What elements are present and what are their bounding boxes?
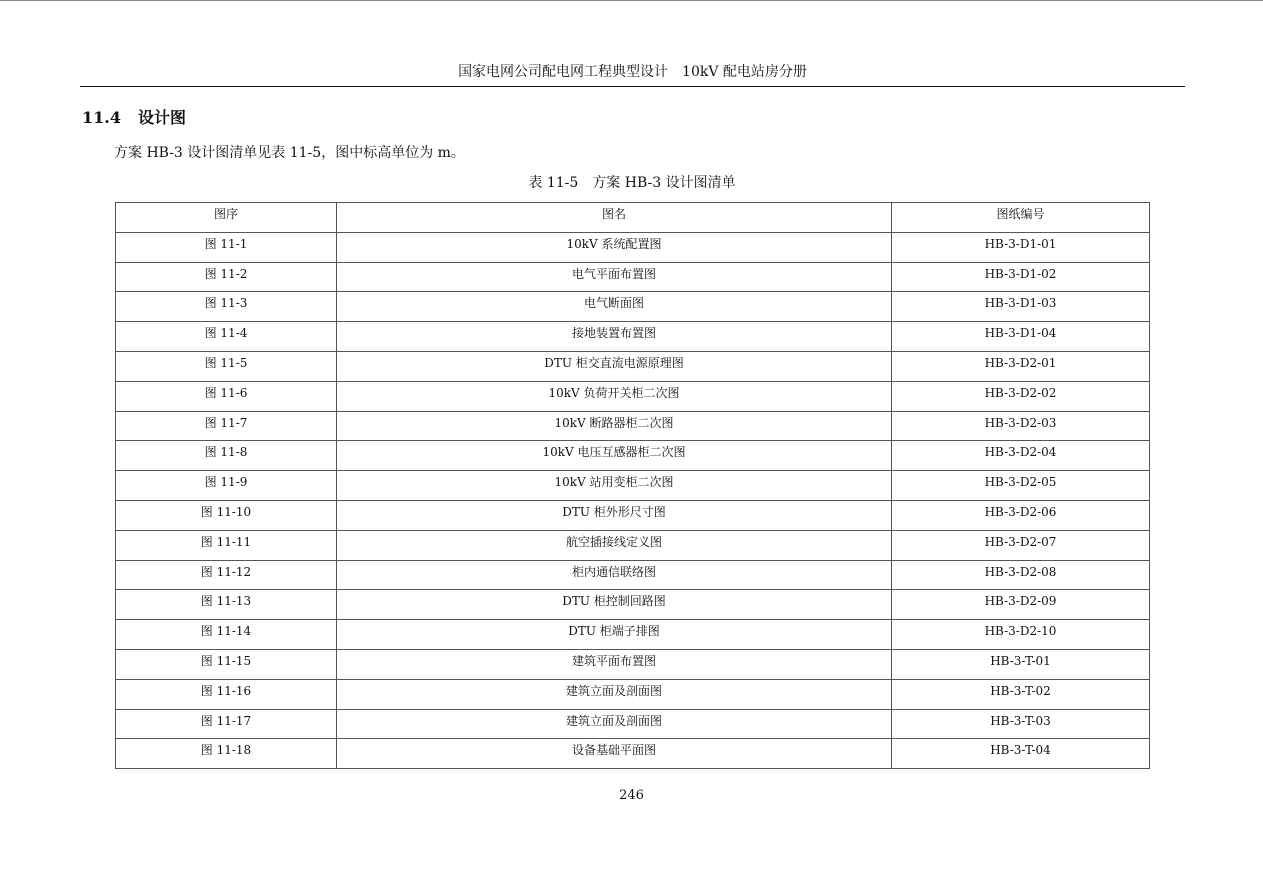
drawing-list-table [115, 202, 1150, 769]
table-row [116, 709, 1150, 739]
drawing-name-cell: 10kV 系统配置图 [337, 232, 892, 262]
drawing-code-cell: HB-3-D2-07 [892, 530, 1150, 560]
table-row [116, 620, 1150, 650]
figure-number-cell: 图 11-1 [116, 232, 337, 262]
drawing-name-cell: DTU 柜端子排图 [337, 620, 892, 650]
table-row [116, 411, 1150, 441]
drawing-name-cell: 柜内通信联络图 [337, 560, 892, 590]
table-row [116, 441, 1150, 471]
drawing-code-cell: HB-3-D2-08 [892, 560, 1150, 590]
drawing-code-cell: HB-3-D2-03 [892, 411, 1150, 441]
table-row [116, 500, 1150, 530]
table-row [116, 560, 1150, 590]
drawing-name-cell: 设备基础平面图 [337, 739, 892, 769]
table-row [116, 471, 1150, 501]
drawing-code-cell: HB-3-T-03 [892, 709, 1150, 739]
drawing-name-cell: DTU 柜交直流电源原理图 [337, 351, 892, 381]
column-header: 图序 [116, 203, 337, 233]
intro-paragraph: 方案 HB-3 设计图清单见表 11-5，图中标高单位为 m。 [114, 145, 465, 161]
drawing-name-cell: 航空插接线定义图 [337, 530, 892, 560]
running-header: 国家电网公司配电网工程典型设计 10kV 配电站房分册 [458, 64, 807, 80]
drawing-code-cell: HB-3-T-02 [892, 679, 1150, 709]
figure-number-cell: 图 11-9 [116, 471, 337, 501]
table-row [116, 530, 1150, 560]
drawing-name-cell: 接地装置布置图 [337, 322, 892, 352]
section-number: 11.4 [82, 108, 121, 127]
drawing-name-cell: DTU 柜控制回路图 [337, 590, 892, 620]
figure-number-cell: 图 11-14 [116, 620, 337, 650]
table-row [116, 590, 1150, 620]
table-row [116, 292, 1150, 322]
drawing-name-cell: 10kV 电压互感器柜二次图 [337, 441, 892, 471]
table-row [116, 262, 1150, 292]
figure-number-cell: 图 11-6 [116, 381, 337, 411]
header-rule [80, 86, 1185, 87]
table-header-row [116, 203, 1150, 233]
figure-number-cell: 图 11-3 [116, 292, 337, 322]
section-heading [82, 107, 186, 129]
figure-number-cell: 图 11-15 [116, 649, 337, 679]
drawing-code-cell: HB-3-D2-02 [892, 381, 1150, 411]
drawing-code-cell: HB-3-D1-01 [892, 232, 1150, 262]
figure-number-cell: 图 11-10 [116, 500, 337, 530]
table-caption: 表 11-5 方案 HB-3 设计图清单 [528, 175, 736, 191]
drawing-code-cell: HB-3-T-04 [892, 739, 1150, 769]
figure-number-cell: 图 11-13 [116, 590, 337, 620]
drawing-code-cell: HB-3-D2-01 [892, 351, 1150, 381]
figure-number-cell: 图 11-17 [116, 709, 337, 739]
column-header: 图纸编号 [892, 203, 1150, 233]
drawing-name-cell: 建筑平面布置图 [337, 649, 892, 679]
table-row [116, 679, 1150, 709]
table-row [116, 232, 1150, 262]
column-header: 图名 [337, 203, 892, 233]
table-row [116, 351, 1150, 381]
drawing-code-cell: HB-3-D2-10 [892, 620, 1150, 650]
figure-number-cell: 图 11-12 [116, 560, 337, 590]
figure-number-cell: 图 11-16 [116, 679, 337, 709]
drawing-code-cell: HB-3-D2-04 [892, 441, 1150, 471]
table-row [116, 649, 1150, 679]
drawing-name-cell: 10kV 负荷开关柜二次图 [337, 381, 892, 411]
figure-number-cell: 图 11-11 [116, 530, 337, 560]
table-row [116, 739, 1150, 769]
drawing-name-cell: 10kV 断路器柜二次图 [337, 411, 892, 441]
drawing-code-cell: HB-3-T-01 [892, 649, 1150, 679]
drawing-code-cell: HB-3-D1-04 [892, 322, 1150, 352]
table-row [116, 381, 1150, 411]
drawing-code-cell: HB-3-D2-09 [892, 590, 1150, 620]
figure-number-cell: 图 11-4 [116, 322, 337, 352]
drawing-name-cell: 建筑立面及剖面图 [337, 679, 892, 709]
page-top-border [0, 0, 1263, 1]
page-number: 246 [619, 788, 644, 803]
drawing-code-cell: HB-3-D2-06 [892, 500, 1150, 530]
drawing-name-cell: 电气断面图 [337, 292, 892, 322]
section-title: 设计图 [138, 108, 187, 127]
drawing-code-cell: HB-3-D1-03 [892, 292, 1150, 322]
figure-number-cell: 图 11-18 [116, 739, 337, 769]
drawing-code-cell: HB-3-D2-05 [892, 471, 1150, 501]
drawing-name-cell: DTU 柜外形尺寸图 [337, 500, 892, 530]
table-row [116, 322, 1150, 352]
figure-number-cell: 图 11-5 [116, 351, 337, 381]
figure-number-cell: 图 11-2 [116, 262, 337, 292]
drawing-name-cell: 10kV 站用变柜二次图 [337, 471, 892, 501]
figure-number-cell: 图 11-7 [116, 411, 337, 441]
drawing-name-cell: 电气平面布置图 [337, 262, 892, 292]
drawing-code-cell: HB-3-D1-02 [892, 262, 1150, 292]
drawing-name-cell: 建筑立面及剖面图 [337, 709, 892, 739]
figure-number-cell: 图 11-8 [116, 441, 337, 471]
